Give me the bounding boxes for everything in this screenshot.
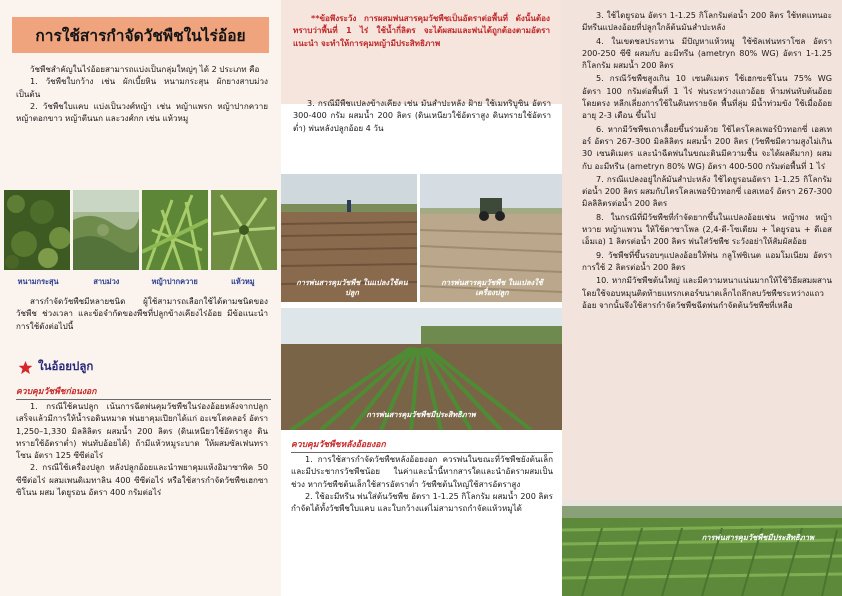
post-emergence-block [291, 453, 553, 514]
weed-photo-captions [4, 276, 277, 288]
weed-type-broadleaf: 1. วัชพืชใบกว้าง เช่น ผักเบี้ยหิน หนามกระสุน ผักยางสาบม่วง เป็นต้น [16, 76, 268, 99]
herbicide-overview [16, 295, 268, 332]
title-banner [12, 17, 269, 53]
post-emergence-item-8: 8. ในกรณีที่มีวัชพืชที่กำจัดยากขึ้นในแปลงอ้อยเช่น หญ้าพง หญ้าหวาย หญ้าแพวน ให้ใช้ดาซาโพล (2,4-ดี-โซเดียม + ไดยูรอน + ดีเอสเอ็มเอ) 1 ลิตรต่อน้ำ 200 ลิตร พ่นใส่วัชพืช ระวังอย่าให้สัมผัสอ้อย [582, 211, 832, 247]
post-emergence-continued [582, 9, 832, 312]
page-title: การใช้สารกำจัดวัชพืชในไร่อ้อย [35, 26, 246, 45]
intro-text: วัชพืชสำคัญในไร่อ้อยสามารถแบ่งเป็นกลุ่มใหญ่ๆ ได้ 2 ประเภท คือ [30, 64, 260, 74]
weed-photo-nutsedge [211, 190, 277, 270]
caption-effective-spray: การพ่นสารคุมวัชพืชมีประสิทธิภาพ [366, 410, 476, 419]
warning-text: **ข้อพึงระวัง การผสมพ่นสารคุมวัชพืชเป็นอัตราต่อพื้นที่ ดังนั้นต้องทราบว่าพื้นที่ 1 ไร่ ใช้น้ำกี่ลิตร จะได้ผสมและพ่นได้ถูกต้องตามอัตราแนะนำ จะทำให้การคุมหญ้ามีประสิทธิภาพ [293, 13, 550, 48]
weed-photo-strip [4, 190, 277, 270]
weed-photo-tribulus [4, 190, 70, 270]
photo-cane-field [562, 500, 842, 596]
pre-emergence-item-1: 1. กรณีใช้คนปลูก เน้นการฉีดพ่นคุมวัชพืชในร่องอ้อยหลังจากปลูกเสร็จแล้วมีการให้น้ำรอดินหมาด พ่นยาคุมเปียกได้แก่ อะเซโตคลอร์ อัตรา 1,250–1,330 มิลลิลิตร ผสมน้ำ 200 ลิตร (ดินเหนียวใช้อัตราสูง ดินทรายใช้อัตราต่ำ) พ่นทับอ้อยได้) ถ้ามีแห้วหมูระบาด ให้ผสมซัลเฟนทราโซน อัตรา 125 ซีซีต่อไร่ [16, 401, 268, 461]
weed-type-narrowleaf: 2. วัชพืชใบแคบ แบ่งเป็นวงศ์หญ้า เช่น หญ้าแพรก หญ้าปากควาย หญ้าตอกขาว หญ้าตีนนก และวงศ์กก เช่น แห้วหมู [16, 100, 268, 124]
pre-emergence-item-3-block [293, 97, 551, 134]
star-icon [18, 360, 33, 375]
post-emergence-item-4: 4. ในเขตชลประทาน มีปัญหาแห้วหมู ใช้ซัลเฟนทราโซล อัตรา 200-250 ซีซี ผสมกับ อะมีทรีน (ametryn 80% WG) อัตรา 1-1.25 กิโลกรัม ผสมน้ำ 200 ลิตร [582, 35, 832, 71]
post-emergence-item-5: 5. กรณีวัชพืชสูงเกิน 10 เซนติเมตร ใช้เฮกซะซิโนน 75% WG อัตรา 100 กรัมต่อพื้นที่ 1 ไร่ พ่นระหว่างแถวอ้อย ห้ามพ่นทับต้นอ้อยโดยตรง หลีกเลี่ยงการใช้ในดินทรายจัด พื้นที่ลุ่ม มีน้ำท่วมขัง ใช้เมื่ออ้อยอายุ 2-3 เดือน ขึ้นไป [582, 73, 832, 121]
post-emergence-item-2: 2. ใช้อะมีทรีน พ่นใส่ต้นวัชพืช อัตรา 1-1.25 กิโลกรัม ผสมน้ำ 200 ลิตร กำจัดได้ทั้งวัชพืชใบแคบ และใบกว้างแต่ไม่สามารถกำจัดแห้วหมูได้ [291, 490, 553, 514]
post-emergence-item-7: 7. กรณีแปลงอยู่ใกล้มันสำปะหลัง ใช้ไดยูรอนอัตรา 1-1.25 กิโลกรัมต่อน้ำ 200 ลิตร ผสมกับไตรโคลเพอร์บิวทอกซี่ เอสเทอร์ อัตรา 267-300 มิลลิลิตรต่อน้ำ 200 ลิตร [582, 173, 832, 209]
post-emergence-item-10: 10. หากมีวัชพืชต้นใหญ่ และมีความหนาแน่นมากให้ใช้วิธีผสมผสาน โดยใช้จอบหมุนติดท้ายแทรกเตอร์ขนาดเล็กไถลึกลบวัชพืชระหว่างแถวอ้อย จากนั้นจึงใช้สารกำจัดวัชพืชฉีดพ่นกำจัดต้นวัชพืชที่เหลือ [582, 275, 832, 310]
weed-photo-signal-grass [142, 190, 208, 270]
intro-block [16, 63, 268, 124]
post-emergence-item-9: 9. วัชพืชที่ขึ้นรอบๆแปลงอ้อยให้พ่น กลูโฟซิเนต แอมโมเนียม อัตราการใช้ 2 ลิตรต่อน้ำ 200 ลิตร [582, 249, 832, 272]
caption-manual-planting: การพ่นสารคุมวัชพืช ในแปลงใช้คนปลูก [296, 278, 408, 297]
post-emergence-item-1: 1. การใช้สารกำจัดวัชพืชหลังอ้อยงอก ควรพ่นในขณะที่วัชพืชยังต้นเล็กและมีประชากรวัชพืชน้อย ในค่าและน้ำนี้หากสารใดและนำอัตราผสมเป็นช่วง หากวัชพืชต้นเล็กใช้สารอัตราต่ำ วัชพืชต้นใหญ่ใช้สารอัตราสูง [291, 454, 553, 489]
pre-emergence-block [16, 400, 268, 498]
post-emergence-item-6: 6. หากมีวัชพืชเถาเลื้อยขึ้นร่วมด้วย ใช้ไตรโคลเพอร์บิวทอกซี่ เอสเทอร์ อัตรา 267-300 มิลลิลิตร ผสมน้ำ 200 ลิตร (วัชพืชมีความสูงไม่เกิน 30 เซนติเมตร และนำฉีดพ่นในขณะดินมีความชื้น จะได้ผลดีมาก) ผสมกับ อะมีทรีน (ametryn 80% WG) อัตรา 400-500 กรัมต่อพื้นที่ 1 ไร่ [582, 123, 832, 171]
overview-text: สารกำจัดวัชพืชมีหลายชนิด ผู้ใช้สามารถเลือกใช้ได้ตามชนิดของวัชพืช ช่วงเวลา และข้อจำกัดของพืชที่ปลูกข้างเคียงไร่อ้อย มีข้อแนะนำการใช้ดังต่อไปนี้ [16, 296, 268, 331]
caption-siam-weed: สาบม่วง [93, 277, 120, 286]
caption-tribulus: หนามกระสุน [17, 277, 59, 286]
post-emergence-item-3: 3. ใช้ไดยูรอน อัตรา 1-1.25 กิโลกรัมต่อน้ำ 200 ลิตร ใช้ทดแทนอะมีทรีนแปลงอ้อยที่ปลูกใกล้ต้นมันสำปะหลัง [582, 10, 832, 33]
weed-photo-siam-weed [73, 190, 139, 270]
subheading-pre-emergence: ควบคุมวัชพืชก่อนงอก [16, 384, 271, 400]
pre-emergence-item-2: 2. กรณีใช้เครื่องปลูก หลังปลูกอ้อยและนำพยาคุมแห้งอิมาซาพิค 50 ซีซีต่อไร่ ผสมเพนดิเมทาลิน 400 ซีซีต่อไร่ หรือใช้สารกำจัดวัชพืชเฮกซาซิโนน ผสม ไดยูรอน อัตรา 400 กรัมต่อไร่ [16, 462, 268, 498]
section-heading-new-cane [18, 358, 93, 376]
subheading-post-emergence: ควบคุมวัชพืชหลังอ้อยงอก [291, 437, 553, 453]
caption-nutsedge: แห้วหมู [231, 277, 255, 286]
caption-cane-field: การพ่นสารคุมวัชพืชมีประสิทธิภาพ [701, 533, 814, 542]
section-title: ในอ้อยปลูก [38, 359, 94, 373]
caption-machine-planting: การพ่นสารคุมวัชพืช ในแปลงใช้เครื่องปลูก [441, 278, 543, 297]
pre-emergence-item-3: 3. กรณีมีพืชแปลงข้างเคียง เช่น มันสำปะหลัง ฝ้าย ใช้เมทริบูซิน อัตรา 300-400 กรัม ผสมน้ำ 200 ลิตร (ดินเหนียวใช้อัตราสูง ดินทรายใช้อัตราต่ำ) พ่นหลังปลูกอ้อย 4 วัน [293, 98, 551, 133]
caption-signal-grass: หญ้าปากควาย [151, 277, 198, 286]
